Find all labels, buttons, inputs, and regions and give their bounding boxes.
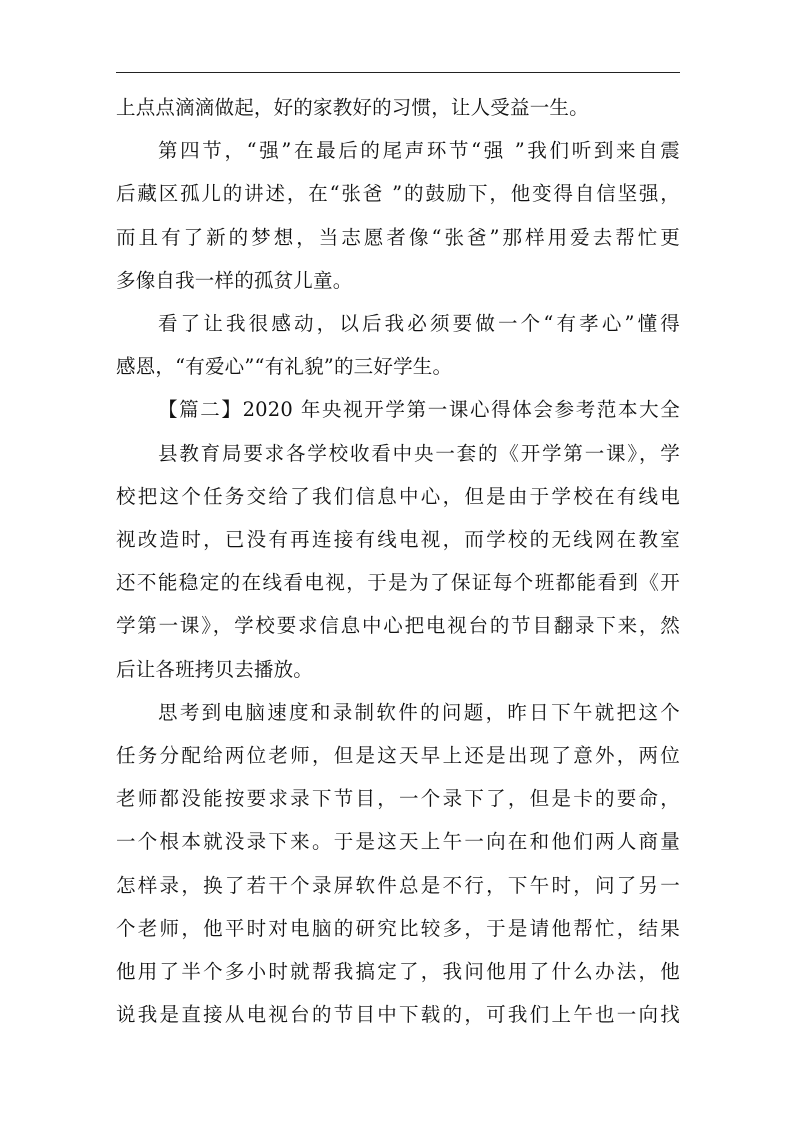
text-line: 后让各班拷贝去播放。 xyxy=(116,657,314,681)
text-line: 【篇二】2020 年央视开学第一课心得体会参考范本大全 xyxy=(158,398,680,422)
text-line: 上点点滴滴做起，好的家教好的习惯，让人受益一生。 xyxy=(116,96,589,119)
text-line: 看了让我很感动，以后我必须要做一个“有孝心”懂得 xyxy=(158,312,680,335)
text-line: 老师都没能按要求录下节目，一个录下了，但是卡的要命， xyxy=(116,787,680,811)
text-line: 说我是直接从电视台的节目中下载的，可我们上午也一向找 xyxy=(116,1003,680,1027)
text-line: 思考到电脑速度和录制软件的问题，昨日下午就把这个 xyxy=(158,700,680,724)
text-line: 一个根本就没录下来。于是这天上午一向在和他们两人商量 xyxy=(116,830,680,854)
text-line: 他用了半个多小时就帮我搞定了，我问他用了什么办法，他 xyxy=(116,960,680,983)
text-line: 而且有了新的梦想，当志愿者像“张爸”那样用爱去帮忙更 xyxy=(116,225,680,249)
text-line: 学第一课》，学校要求信息中心把电视台的节目翻录下来，然 xyxy=(116,614,680,638)
text-line: 感恩，“有爱心”“有礼貌”的三好学生。 xyxy=(116,355,453,379)
text-line: 多像自我一样的孤贫儿童。 xyxy=(116,268,353,292)
text-line: 第四节，“强”在最后的尾声环节“强 ”我们听到来自震 xyxy=(158,139,680,163)
text-line: 怎样录，换了若干个录屏软件总是不行，下午时，问了另一 xyxy=(116,873,680,897)
text-line: 县教育局要求各学校收看中央一套的《开学第一课》，学 xyxy=(158,441,680,465)
text-line: 还不能稳定的在线看电视，于是为了保证每个班都能看到《开 xyxy=(116,571,680,595)
header-rule xyxy=(116,72,680,73)
text-line: 后藏区孤儿的讲述，在“张爸 ”的鼓励下，他变得自信坚强， xyxy=(116,182,680,206)
text-line: 任务分配给两位老师，但是这天早上还是出现了意外，两位 xyxy=(116,744,680,767)
text-line: 个老师，他平时对电脑的研究比较多，于是请他帮忙，结果 xyxy=(116,916,680,940)
text-line: 校把这个任务交给了我们信息中心，但是由于学校在有线电 xyxy=(116,484,680,508)
text-line: 视改造时，已没有再连接有线电视，而学校的无线网在教室 xyxy=(116,528,680,551)
